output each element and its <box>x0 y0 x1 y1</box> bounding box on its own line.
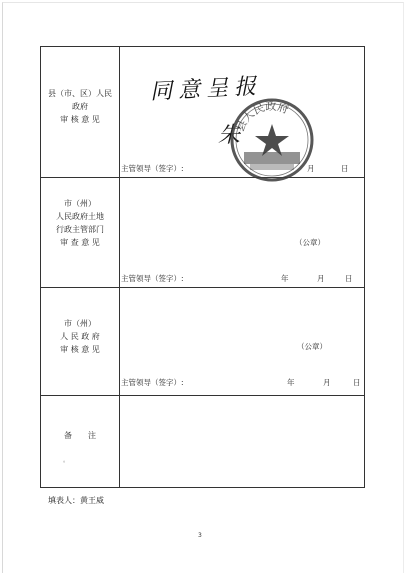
label-line: 审 核 意 见 <box>60 115 100 124</box>
county-day: 日 <box>341 164 349 173</box>
row-divider-3 <box>41 395 364 396</box>
remarks-label <box>41 429 119 442</box>
label-line: 审 核 意 见 <box>60 345 100 354</box>
approval-form-table <box>40 46 365 488</box>
county-leader-signature-label: 主管领导（签字）: <box>121 164 184 173</box>
stray-mark: 。 <box>63 457 70 464</box>
label-line: 市（州） <box>64 199 96 208</box>
city-gov-day: 日 <box>353 378 361 387</box>
city-gov-review-label <box>41 317 119 356</box>
label-line: 市（州） <box>64 319 96 328</box>
city-gov-year: 年 <box>287 378 295 387</box>
label-line: 行政主管部门 <box>56 225 104 234</box>
seal-arc-text: 县人民政府 <box>233 99 291 134</box>
page-number: 3 <box>198 532 202 539</box>
label-line: 人 民 政 府 <box>60 332 100 341</box>
svg-text:县人民政府 <box>233 99 290 134</box>
column-divider <box>119 47 120 487</box>
handwritten-opinion: 同意呈报 <box>149 74 263 105</box>
city-gov-leader-signature-label: 主管领导（签字）: <box>121 378 184 387</box>
label-line: 县（市、区）人民 <box>48 89 112 98</box>
label-line: 审 查 意 见 <box>60 238 100 247</box>
city-gov-seal-note: （公章） <box>297 342 327 351</box>
label-line: 备 注 <box>64 431 96 440</box>
city-gov-month: 月 <box>323 378 331 387</box>
handwritten-signature: 朱 <box>218 123 241 148</box>
land-dept-month: 月 <box>317 274 325 283</box>
filled-by: 填表人：黄王威 <box>48 496 104 505</box>
land-dept-review-label <box>41 197 119 249</box>
land-dept-leader-signature-label: 主管领导（签字）: <box>121 274 184 283</box>
county-month: 月 <box>307 164 315 173</box>
label-line: 人民政府土地 <box>56 212 104 221</box>
land-dept-day: 日 <box>345 274 353 283</box>
land-dept-seal-note: （公章） <box>295 238 325 247</box>
official-seal-stamp <box>228 96 316 184</box>
land-dept-year: 年 <box>281 274 289 283</box>
label-line: 政府 <box>72 102 88 111</box>
county-gov-review-label <box>41 87 119 126</box>
row-divider-2 <box>41 287 364 288</box>
